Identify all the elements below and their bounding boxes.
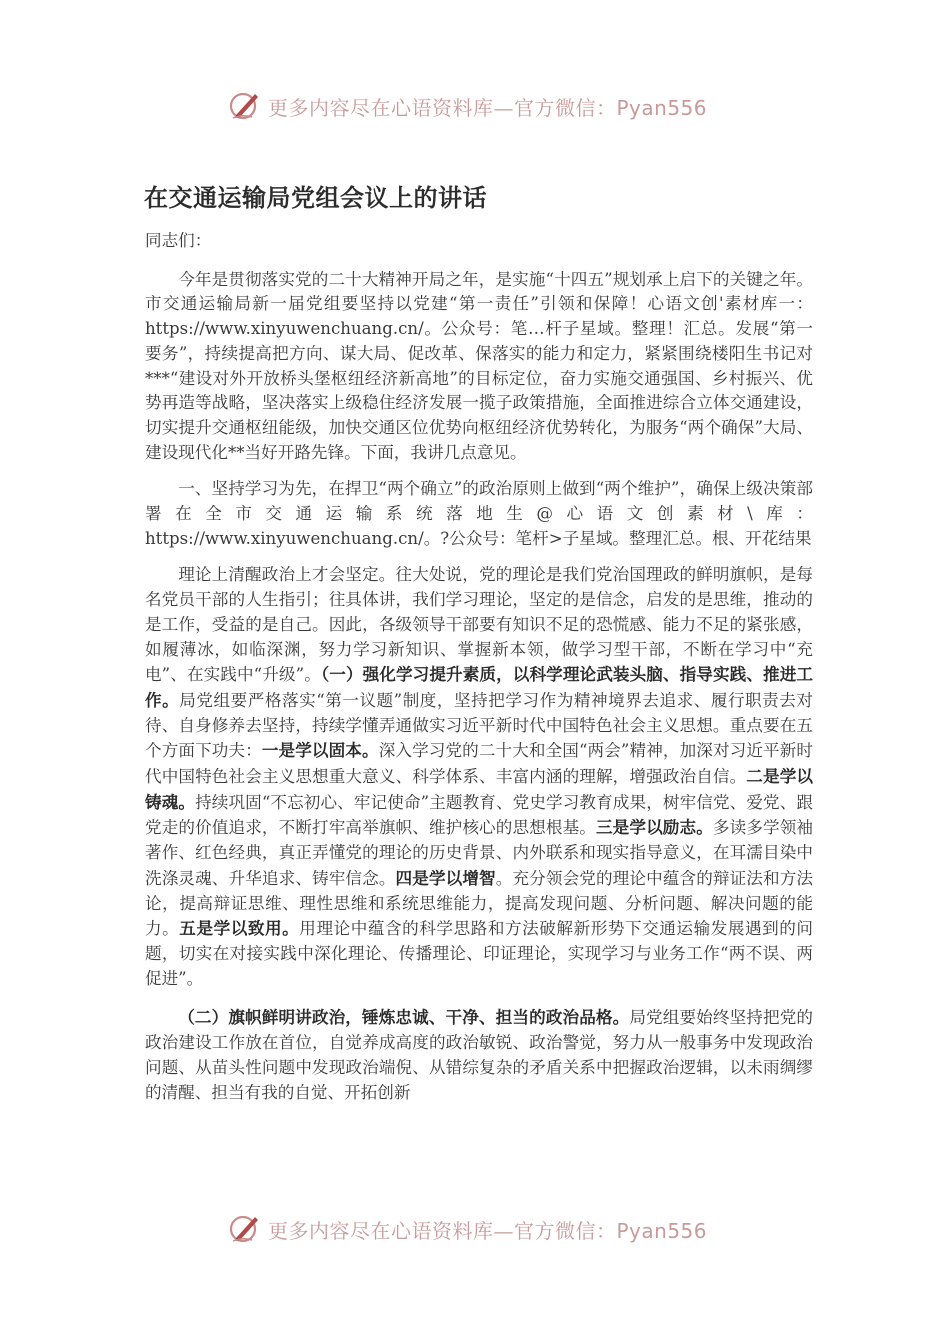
keyword-one: 一是学以固本。 [261,740,379,761]
banner-text: 更多内容尽在心语资料库—官方微信：Pyan556 [268,1218,708,1243]
section-one-heading: 一、坚持学习为先，在捍卫“两个确立”的政治原则上做到“两个维护”，确保上级决策部署在全市交通运输系统落地生@心语文创素材\库：https://www.xinyuwenchuang.cn/。?公众号：笔杆>子星域。整理汇总。根、开花结果 [145,479,813,548]
paragraph-text: 局党组要始终坚持把党的政治建设工作放在首位，自觉养成高度的政治敏锐、政治警觉，努力从一般事务中发现政治问题、从苗头性问题中发现政治端倪、从错综复杂的矛盾关系中把握政治逻辑，以未雨绸缪的清醒、担当有我的自觉、开拓创新 [145,1008,814,1102]
subheading-two: （二）旗帜鲜明讲政治，锤炼忠诚、干净、担当的政治品格。 [178,1007,630,1028]
greeting: 同志们： [145,231,212,250]
document-body [145,229,813,1105]
keyword-four: 四是学以增智 [395,867,496,888]
header-banner [228,86,728,126]
paragraph-study [145,563,813,991]
paragraph-text: 。充分领会党的理论中蕴含的辩证法和方法论，提高辩证思维、理性思维和系统思维能力，提高发现问题、分析问题、解决问题的能力。 [145,868,814,939]
document-title: 在交通运输局党组会议上的讲话 [144,184,487,212]
pen-logo-icon [228,1212,262,1246]
keyword-two: 二是学以铸魂。 [145,766,813,812]
paragraph-intro: 今年是贯彻落实党的二十大精神开局之年，是实施“十四五”规划承上启下的关键之年。市交通运输局新一届党组要坚持以党建“第一责任”引领和保障！心语文创'素材库一：https://www.xinyuwenchuang.cn/。公众号：笔…杆子星域。整理！汇总。发展“第一要务”，持续提高把方向、谋大局、促改革、保落实的能力和定力，紧紧围绕楼阳生书记对***“建设对外开放桥头堡枢纽经济新高地”的目标定位，奋力实施交通强国、乡村振兴、优势再造等战略，坚决落实上级稳住经济发展一揽子政策措施，全面推进综合立体交通建设，切实提升交通枢纽能级，加快交通区位优势向枢纽经济优势转化，为服务“两个确保”大局、建设现代化**当好开路先锋。下面，我讲几点意见。 [145,269,813,462]
keyword-three: 三是学以励志。 [595,817,713,838]
subheading-one: （一）强化学习提升素质，以科学理论武装头脑、指导实践、推进工作。 [145,664,813,710]
footer-banner [228,1209,728,1249]
paragraph-text: 局党组要严格落实“第一议题”制度，坚持把学习作为精神境界去追求、履行职责去对待、自身修养去坚持，持续学懂弄通做实习近平新时代中国特色社会主义思想。重点要在五个方面下功夫： [145,690,814,761]
pen-logo-icon [228,89,262,123]
paragraph-text: 用理论中蕴含的科学思路和方法破解新形势下交通运输发展遇到的问题，切实在对接实践中深化理论、传播理论、印证理论，实现学习与业务工作“两不误、两促进”。 [145,919,814,988]
paragraph-text: 理论上清醒政治上才会坚定。往大处说，党的理论是我们党治国理政的鲜明旗帜，是每名党员干部的人生指引；往具体讲，我们学习理论，坚定的是信念，启发的是思维，推动的是工作，受益的是自己。因此，各级领导干部要有知识不足的恐慌感、能力不足的紧张感，如履薄冰，如临深渊，努力学习新知识、掌握新本领，做学习型干部，不断在学习中“充电”、在实践中“升级”。 [145,565,813,685]
banner-text: 更多内容尽在心语资料库—官方微信：Pyan556 [268,95,708,120]
paragraph-politics [145,1005,813,1105]
paragraph-text: 持续巩固“不忘初心、牢记使命”主题教育、党史学习教育成果，树牢信党、爱党、跟党走的价值追求，不断打牢高举旗帜、维护核心的思想根基。 [145,792,814,838]
paragraph-text: 深入学习党的二十大和全国“两会”精神，加深对习近平新时代中国特色社会主义思想重大意义、科学体系、丰富内涵的理解，增强政治自信。 [145,741,814,787]
keyword-five: 五是学以致用。 [179,918,300,939]
paragraph-text: 多读多学领袖著作、红色经典，真正弄懂党的理论的历史背景、内外联系和现实指导意义，在耳濡目染中洗涤灵魂、升华追求、铸牢信念。 [145,818,814,888]
